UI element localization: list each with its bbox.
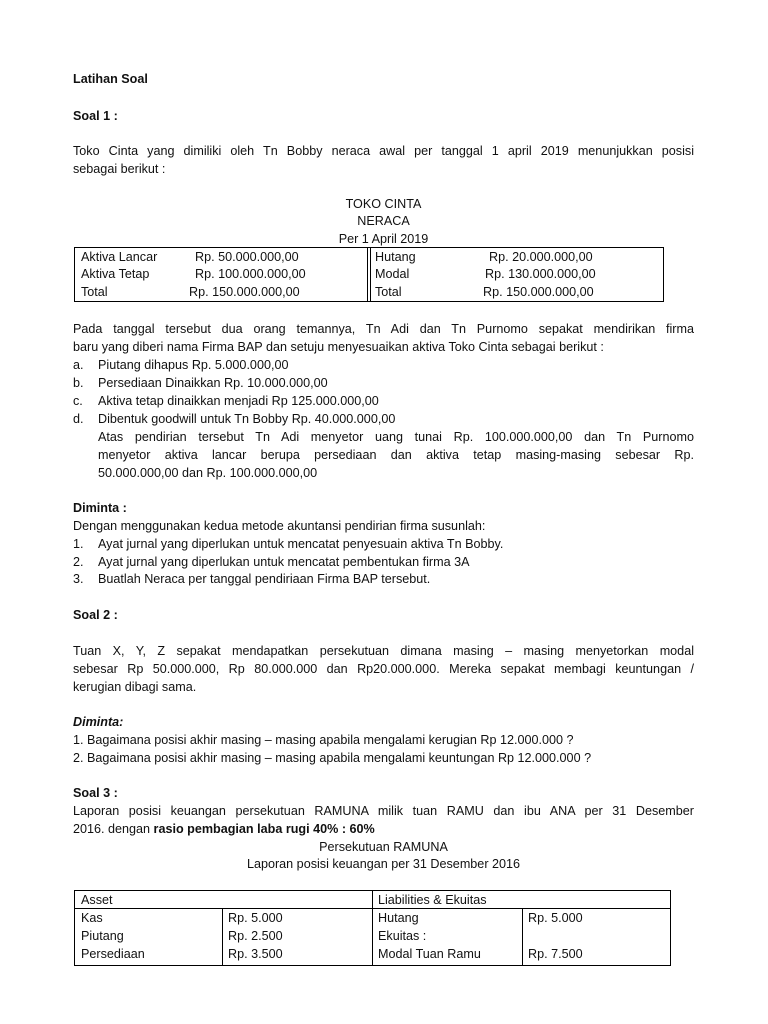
neraca-title-2: NERACA: [357, 214, 410, 228]
table-divider: [370, 248, 371, 301]
ramuna-table: [74, 890, 671, 966]
liability-value: Rp. 5.000: [528, 911, 583, 925]
neraca-left-value: Rp. 100.000.000,00: [195, 267, 306, 281]
soal1-para-line2: baru yang diberi nama Firma BAP dan setuju menyesuaikan aktiva Toko Cinta sebagai berikut :: [73, 340, 604, 354]
extra-line1: Atas pendirian tersebut Tn Adi menyetor uang tunai Rp. 100.000.000,00 dan Tn Purnomo: [98, 430, 694, 444]
task-item: Buatlah Neraca per tanggal pendiriaan Firma BAP tersebut.: [98, 572, 431, 586]
asset-value: Rp. 3.500: [228, 947, 283, 961]
neraca-left-label: Aktiva Lancar: [81, 250, 158, 264]
soal2-diminta: Diminta:: [73, 715, 124, 729]
soal2-question-2: 2. Bagaimana posisi akhir masing – masing apabila mengalami keuntungan Rp 12.000.000 ?: [73, 751, 592, 765]
list-item: Aktiva tetap dinaikkan menjadi Rp 125.000.000,00: [98, 394, 379, 408]
list-marker: b.: [73, 376, 84, 390]
soal2-title: Soal 2 :: [73, 608, 118, 622]
neraca-right-value: Rp. 20.000.000,00: [489, 250, 593, 264]
table-divider: [222, 908, 223, 965]
neraca-left-value: Rp. 150.000.000,00: [189, 285, 300, 299]
profit-ratio: rasio pembagian laba rugi 40% : 60%: [153, 822, 375, 836]
neraca-title-3: Per 1 April 2019: [338, 232, 429, 246]
ramuna-title-2: Laporan posisi keuangan per 31 Desember 2016: [246, 857, 521, 871]
soal2-question-1: 1. Bagaimana posisi akhir masing – masing apabila mengalami kerugian Rp 12.000.000 ?: [73, 733, 574, 747]
soal1-intro-line2: sebagai berikut :: [73, 162, 166, 176]
neraca-right-value: Rp. 130.000.000,00: [485, 267, 596, 281]
asset-label: Kas: [81, 911, 103, 925]
neraca-left-label: Aktiva Tetap: [81, 267, 150, 281]
neraca-title-1: TOKO CINTA: [345, 197, 422, 211]
soal3-title: Soal 3 :: [73, 786, 118, 800]
table-divider: [522, 908, 523, 965]
asset-value: Rp. 2.500: [228, 929, 283, 943]
asset-value: Rp. 5.000: [228, 911, 283, 925]
neraca-left-label: Total: [81, 285, 108, 299]
neraca-right-label: Hutang: [375, 250, 416, 264]
soal3-line1: Laporan posisi keuangan persekutuan RAMUNA milik tuan RAMU dan ibu ANA per 31 Desember: [73, 804, 694, 818]
task-item: Ayat jurnal yang diperlukan untuk mencatat penyesuain aktiva Tn Bobby.: [98, 537, 504, 551]
table-divider: [372, 891, 373, 965]
list-item: Persediaan Dinaikkan Rp. 10.000.000,00: [98, 376, 328, 390]
ramuna-title-1: Persekutuan RAMUNA: [319, 840, 448, 854]
task-item: Ayat jurnal yang diperlukan untuk mencatat pembentukan firma 3A: [98, 555, 470, 569]
header-liabilities: Liabilities & Ekuitas: [378, 893, 487, 907]
asset-label: Piutang: [81, 929, 124, 943]
list-item: Piutang dihapus Rp. 5.000.000,00: [98, 358, 289, 372]
neraca-right-label: Modal: [375, 267, 410, 281]
task-marker: 1.: [73, 537, 84, 551]
list-marker: a.: [73, 358, 84, 372]
asset-label: Persediaan: [81, 947, 145, 961]
list-marker: c.: [73, 394, 83, 408]
soal1-para-line1: Pada tanggal tersebut dua orang temannya, Tn Adi dan Tn Purnomo sepakat mendirikan firma: [73, 322, 694, 336]
soal3-line2: [73, 820, 375, 838]
liability-value: Rp. 7.500: [528, 947, 583, 961]
task-marker: 2.: [73, 555, 84, 569]
soal2-line2: sebesar Rp 50.000.000, Rp 80.000.000 dan Rp20.000.000. Mereka sepakat membagi keuntungan /: [73, 662, 694, 676]
neraca-right-label: Total: [375, 285, 402, 299]
table-divider: [367, 248, 368, 301]
list-marker: d.: [73, 412, 84, 426]
soal1-title: Soal 1 :: [73, 109, 118, 123]
liability-label: Modal Tuan Ramu: [378, 947, 481, 961]
header-asset: Asset: [81, 893, 113, 907]
soal2-line3: kerugian dibagi sama.: [73, 680, 197, 694]
neraca-right-value: Rp. 150.000.000,00: [483, 285, 594, 299]
soal3-line2-text: 2016. dengan: [73, 822, 154, 836]
task-marker: 3.: [73, 572, 84, 586]
diminta-heading: Diminta :: [73, 501, 127, 515]
soal1-intro-line1: Toko Cinta yang dimiliki oleh Tn Bobby neraca awal per tanggal 1 april 2019 menunjukkan posisi: [73, 144, 694, 158]
soal2-line1: Tuan X, Y, Z sepakat mendapatkan persekutuan dimana masing – masing menyetorkan modal: [73, 644, 694, 658]
extra-line2: menyetor aktiva lancar berupa persediaan dan aktiva tetap masing-masing sebesar Rp.: [98, 448, 694, 462]
extra-line3: 50.000.000,00 dan Rp. 100.000.000,00: [98, 466, 318, 480]
liability-label: Ekuitas :: [378, 929, 427, 943]
diminta-intro: Dengan menggunakan kedua metode akuntansi pendirian firma susunlah:: [73, 519, 486, 533]
heading: Latihan Soal: [73, 72, 148, 86]
list-item: Dibentuk goodwill untuk Tn Bobby Rp. 40.000.000,00: [98, 412, 396, 426]
liability-label: Hutang: [378, 911, 419, 925]
neraca-left-value: Rp. 50.000.000,00: [195, 250, 299, 264]
neraca-table: [74, 247, 664, 302]
